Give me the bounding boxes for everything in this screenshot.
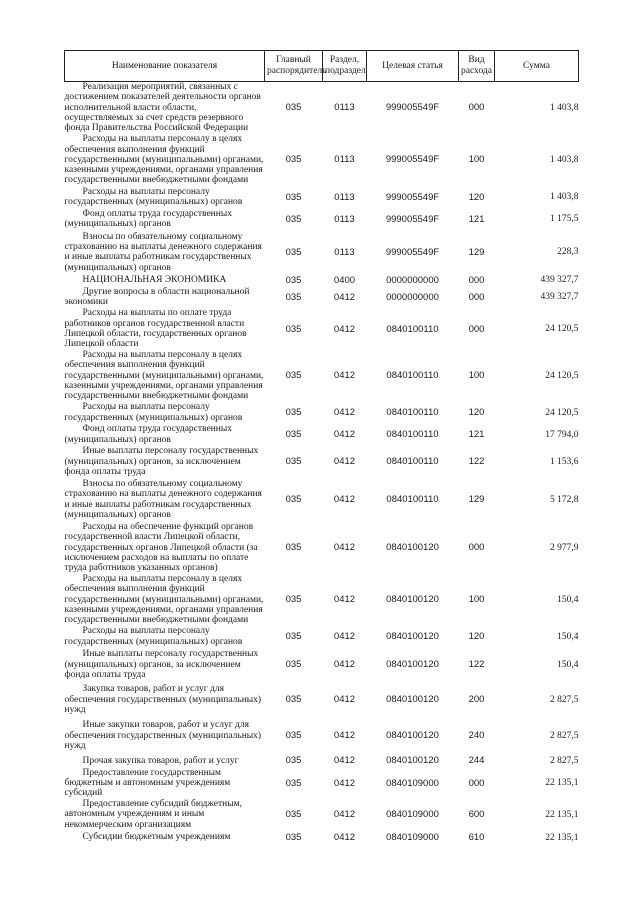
cell-name: Взносы по обязательному социальному страхованию на выплаты денежного содержания и иные выплаты работникам государственных (муниципальных) органов [64, 479, 262, 520]
table-body [65, 82, 579, 845]
cell-admin: 035 [285, 291, 302, 303]
table-row [65, 478, 579, 522]
header-section: Раздел, подраздел [323, 51, 367, 82]
cell-sum: 1 153,6 [550, 456, 579, 467]
cell-target: 0840100120 [386, 659, 439, 671]
cell-type: 000 [468, 323, 485, 335]
cell-type: 122 [468, 659, 485, 671]
cell-admin: 035 [285, 755, 302, 767]
cell-type: 100 [468, 154, 485, 166]
cell-name: Закупка товаров, работ и услуг для обеспечения государственных (муниципальных) нужд [64, 684, 262, 715]
cell-name: НАЦИОНАЛЬНАЯ ЭКОНОМИКА [82, 275, 227, 286]
cell-admin: 035 [285, 274, 302, 286]
table-header [65, 51, 579, 82]
cell-target: 999005549F [385, 246, 440, 258]
cell-target: 999005549F [385, 102, 440, 114]
cell-section: 0412 [333, 809, 356, 821]
cell-section: 0412 [333, 494, 356, 506]
cell-name: Расходы на выплаты персоналу государственных (муниципальных) органов [64, 402, 243, 423]
cell-name: Иные закупки товаров, работ и услуг для обеспечения государственных (муниципальных) нужд [64, 720, 262, 751]
cell-name: Фонд оплаты труда государственных (муниципальных) органов [64, 424, 232, 445]
cell-section: 0412 [333, 631, 356, 643]
cell-sum: 1 403,8 [550, 102, 579, 113]
cell-target: 0840109000 [386, 777, 439, 789]
cell-section: 0412 [333, 291, 356, 303]
cell-sum: 1 403,8 [550, 154, 579, 165]
cell-section: 0412 [333, 407, 356, 419]
header-type: Вид расхода [459, 51, 495, 82]
cell-type: 000 [468, 542, 485, 554]
cell-name: Расходы на выплаты персоналу государственных (муниципальных) органов [64, 187, 243, 208]
cell-name: Расходы на выплаты по оплате труда работников органов государственной власти Липецкой области, государственных органов Липецкой области [64, 308, 247, 350]
cell-sum: 2 827,5 [550, 755, 579, 766]
cell-admin: 035 [285, 777, 302, 789]
header-sum: Сумма [495, 51, 579, 82]
cell-type: 610 [468, 832, 485, 844]
cell-section: 0113 [334, 213, 355, 225]
cell-admin: 035 [285, 370, 302, 382]
cell-target: 0000000000 [386, 274, 439, 286]
cell-sum: 22 135,1 [545, 778, 579, 789]
cell-target: 0840109000 [386, 832, 439, 844]
cell-section: 0412 [333, 370, 356, 382]
cell-target: 999005549F [385, 191, 440, 203]
table-row [65, 718, 579, 754]
cell-section: 0412 [333, 755, 356, 767]
table-row [65, 308, 579, 349]
cell-admin: 035 [285, 213, 302, 225]
table-row [65, 682, 579, 718]
table-row [65, 626, 579, 648]
table-row [65, 350, 579, 402]
table-row [65, 831, 579, 845]
cell-type: 129 [468, 246, 485, 258]
cell-target: 0840100120 [386, 694, 439, 706]
cell-admin: 035 [285, 594, 302, 606]
cell-admin: 035 [285, 809, 302, 821]
cell-sum: 1 403,8 [550, 192, 579, 203]
cell-section: 0412 [333, 323, 356, 335]
cell-section: 0412 [333, 456, 356, 468]
cell-admin: 035 [285, 659, 302, 671]
cell-type: 129 [468, 494, 485, 506]
cell-name: Расходы на выплаты персоналу в целях обеспечения выполнения функций государственными (муниципальными) органами, казенными учреждениями, органами управления государственными внебюджетными фондами [64, 573, 264, 626]
cell-target: 0840100120 [386, 631, 439, 643]
cell-sum: 2 827,5 [550, 694, 579, 705]
cell-sum: 24 120,5 [545, 407, 579, 418]
cell-admin: 035 [285, 832, 302, 844]
cell-name: Фонд оплаты труда государственных (муниципальных) органов [64, 209, 232, 230]
cell-type: 120 [468, 631, 485, 643]
cell-admin: 035 [285, 429, 302, 441]
cell-admin: 035 [285, 323, 302, 335]
cell-target: 0840100110 [386, 494, 439, 506]
cell-type: 244 [468, 755, 485, 767]
cell-admin: 035 [285, 246, 302, 258]
cell-type: 000 [468, 291, 485, 303]
cell-target: 0840100120 [386, 594, 439, 606]
cell-target: 0840109000 [386, 809, 439, 821]
table-row [65, 446, 579, 478]
cell-sum: 150,4 [557, 594, 579, 605]
cell-target: 0840100110 [386, 407, 439, 419]
table-row [65, 402, 579, 424]
cell-sum: 17 794,0 [545, 429, 579, 440]
cell-type: 000 [468, 102, 485, 114]
cell-section: 0113 [334, 246, 355, 258]
cell-type: 240 [468, 730, 485, 742]
cell-name: Предоставление субсидий бюджетным, автономным учреждениям и иным некоммерческим организациям [64, 799, 242, 830]
cell-target: 999005549F [385, 213, 440, 225]
cell-sum: 1 175,5 [550, 214, 579, 225]
cell-admin: 035 [285, 730, 302, 742]
cell-name: Прочая закупка товаров, работ и услуг [82, 755, 239, 766]
cell-target: 0840100110 [386, 370, 439, 382]
cell-type: 122 [468, 456, 485, 468]
table-row [65, 286, 579, 308]
cell-sum: 150,4 [557, 631, 579, 642]
table-row [65, 754, 579, 768]
cell-name: Другие вопросы в области национальной экономики [64, 287, 250, 308]
cell-section: 0412 [333, 730, 356, 742]
table-row [65, 274, 579, 286]
cell-section: 0113 [334, 154, 355, 166]
table-row [65, 230, 579, 274]
cell-name: Иные выплаты персоналу государственных (муниципальных) органов, за исключением фонда оплаты труда [64, 446, 259, 477]
cell-target: 0840100120 [386, 542, 439, 554]
cell-type: 000 [468, 777, 485, 789]
table-row [65, 648, 579, 682]
cell-sum: 5 172,8 [550, 494, 579, 505]
cell-admin: 035 [285, 542, 302, 554]
header-admin: Главный распорядитель [265, 51, 323, 82]
cell-name: Реализация мероприятий, связанных с достижением показателей деятельности органов исполнительной власти области, осуществляемых за счет средств резервного фонда Правительства Российской Федерации [64, 82, 261, 134]
cell-section: 0412 [333, 542, 356, 554]
cell-target: 0840100120 [386, 730, 439, 742]
cell-name: Расходы на выплаты персоналу государственных (муниципальных) органов [64, 626, 243, 647]
cell-admin: 035 [285, 407, 302, 419]
cell-type: 121 [468, 213, 485, 225]
table-row [65, 768, 579, 799]
table-row [65, 208, 579, 230]
cell-target: 0840100120 [386, 755, 439, 767]
cell-name: Иные выплаты персоналу государственных (муниципальных) органов, за исключением фонда оплаты труда [64, 649, 259, 680]
cell-admin: 035 [285, 694, 302, 706]
cell-admin: 035 [285, 102, 302, 114]
cell-section: 0113 [334, 191, 355, 203]
table-row [65, 424, 579, 446]
cell-name: Субсидии бюджетным учреждениям [82, 832, 231, 843]
cell-section: 0412 [333, 594, 356, 606]
cell-type: 120 [468, 407, 485, 419]
cell-section: 0412 [333, 429, 356, 441]
cell-sum: 24 120,5 [545, 324, 579, 335]
cell-sum: 2 977,9 [550, 542, 579, 553]
cell-type: 600 [468, 809, 485, 821]
cell-section: 0400 [333, 274, 356, 286]
cell-type: 100 [468, 594, 485, 606]
cell-section: 0412 [333, 694, 356, 706]
header-name: Наименование показателя [65, 51, 265, 82]
cell-sum: 228,3 [557, 247, 579, 258]
table-row [65, 522, 579, 574]
cell-admin: 035 [285, 191, 302, 203]
table-row [65, 799, 579, 831]
budget-table [64, 50, 579, 845]
cell-sum: 2 827,5 [550, 730, 579, 741]
table-row [65, 574, 579, 626]
cell-type: 120 [468, 191, 485, 203]
cell-name: Расходы на обеспечение функций органов государственной власти Липецкой области, государственных органов Липецкой области (за исключением расходов на выплаты по оплате труда работников указанных органов) [64, 521, 258, 574]
cell-admin: 035 [285, 494, 302, 506]
header-target: Целевая статья [367, 51, 459, 82]
cell-admin: 035 [285, 456, 302, 468]
cell-target: 0840100110 [386, 323, 439, 335]
cell-sum: 439 327,7 [540, 292, 579, 303]
table-row [65, 186, 579, 208]
cell-section: 0412 [333, 832, 356, 844]
cell-admin: 035 [285, 631, 302, 643]
cell-type: 121 [468, 429, 485, 441]
cell-section: 0412 [333, 659, 356, 671]
table-row [65, 133, 579, 186]
cell-target: 0840100110 [386, 456, 439, 468]
cell-section: 0113 [334, 102, 355, 114]
cell-name: Предоставление государственным бюджетным и автономным учреждениям субсидий [64, 767, 231, 799]
cell-type: 200 [468, 694, 485, 706]
cell-name: Расходы на выплаты персоналу в целях обеспечения выполнения функций государственными (муниципальными) органами, казенными учреждениями, органами управления государственными внебюджетными фондами [64, 134, 264, 186]
cell-sum: 439 327,7 [540, 275, 579, 286]
cell-admin: 035 [285, 154, 302, 166]
cell-sum: 24 120,5 [545, 370, 579, 381]
cell-target: 999005549F [385, 154, 440, 166]
cell-name: Расходы на выплаты персоналу в целях обеспечения выполнения функций государственными (муниципальными) органами, казенными учреждениями, органами управления государственными внебюджетными фондами [64, 349, 264, 402]
cell-target: 0840100110 [386, 429, 439, 441]
cell-type: 000 [468, 274, 485, 286]
cell-target: 0000000000 [386, 291, 439, 303]
cell-sum: 22 135,1 [545, 832, 579, 843]
cell-section: 0412 [333, 777, 356, 789]
cell-sum: 22 135,1 [545, 809, 579, 820]
table-row [65, 82, 579, 134]
cell-type: 100 [468, 370, 485, 382]
cell-name: Взносы по обязательному социальному страхованию на выплаты денежного содержания и иные выплаты работникам государственных (муниципальных) органов [64, 231, 262, 273]
cell-sum: 150,4 [557, 659, 579, 670]
